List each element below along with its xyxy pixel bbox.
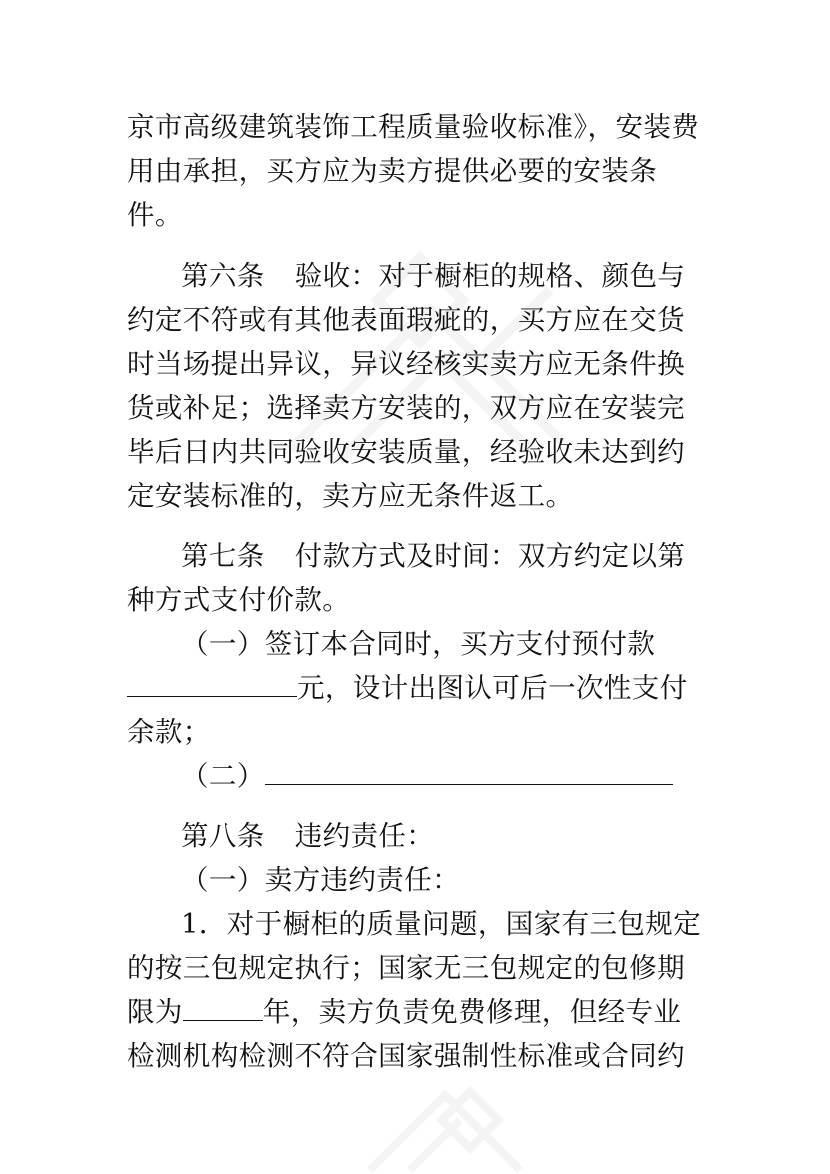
- text-line: 1．对于橱柜的质量问题，国家有三包规定: [181, 908, 702, 940]
- amount-line-text: 元，设计出图认可后一次性支付: [297, 672, 688, 704]
- warranty-prefix: 限为: [127, 996, 183, 1028]
- text-line: 毕后日内共同验收安装质量，经验收未达到约: [127, 436, 685, 468]
- text-line: 件。: [127, 199, 183, 231]
- text-line: 约定不符或有其他表面瑕疵的，买方应在交货: [127, 304, 685, 336]
- warranty-years-blank[interactable]: [183, 990, 263, 1021]
- article-7-heading: 第七条: [181, 540, 265, 572]
- text-line: 种方式支付价款。: [127, 584, 351, 616]
- text-line: 定安装标准的，卖方应无条件返工。: [127, 480, 574, 512]
- article-6-text: 验收：对于橱柜的规格、颜色与: [294, 260, 686, 292]
- text-line: 检测机构检测不符合国家强制性标准或合同约: [127, 1040, 685, 1072]
- article-7-text: 付款方式及时间：双方约定以第: [294, 540, 686, 572]
- prepayment-amount-blank[interactable]: [127, 666, 297, 697]
- clause-2-line: [181, 754, 673, 798]
- clause-2-label: （二）: [181, 760, 265, 792]
- article-8-line: [181, 814, 434, 858]
- amount-line: [127, 666, 688, 710]
- article-8-text: 违约责任：: [294, 820, 435, 852]
- text-line: 余款；: [127, 716, 211, 748]
- clause-2-blank[interactable]: [265, 754, 673, 785]
- text-line: 货或补足；选择卖方安装的，双方应在安装完: [127, 392, 685, 424]
- article-7-line: [181, 534, 685, 578]
- text-line: 用由承担，买方应为卖方提供必要的安装条: [127, 155, 658, 187]
- text-line: 京市高级建筑装饰工程质量验收标准》，安装费: [127, 111, 700, 143]
- text-line: 的按三包规定执行；国家无三包规定的包修期: [127, 952, 685, 984]
- clause-line: （一）卖方违约责任：: [181, 864, 460, 896]
- warranty-suffix: 年，卖方负责免费修理，但经专业: [262, 996, 682, 1028]
- article-8-heading: 第八条: [181, 820, 265, 852]
- article-6-heading: 第六条: [181, 260, 265, 292]
- text-line: 时当场提出异议，异议经核实卖方应无条件换: [127, 348, 685, 380]
- warranty-line: [127, 990, 681, 1034]
- article-6-line: [181, 254, 685, 298]
- clause-line: （一）签订本合同时，买方支付预付款: [181, 628, 656, 660]
